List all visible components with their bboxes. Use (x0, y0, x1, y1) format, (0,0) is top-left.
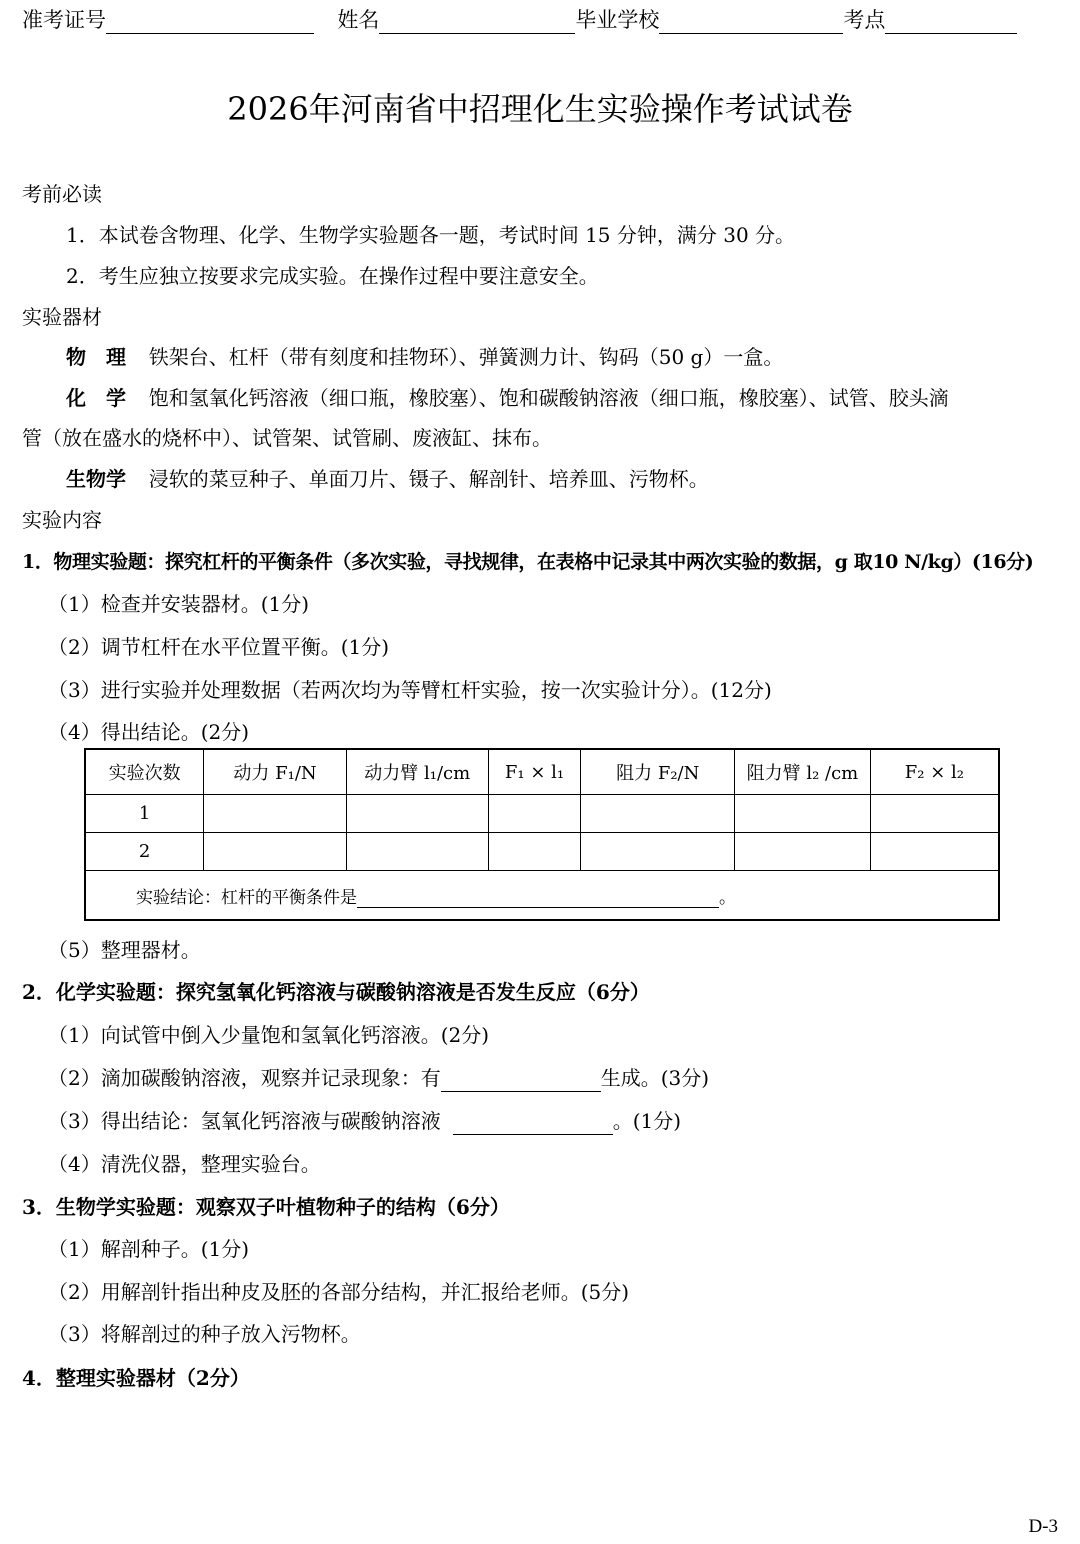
table-cell[interactable] (488, 795, 581, 833)
table-row (85, 795, 999, 833)
table-header: 阻力 F₂/N (581, 749, 735, 795)
table-header: 动力 F₁/N (204, 749, 347, 795)
conclusion-cell (85, 871, 999, 921)
site-blank[interactable] (885, 11, 1017, 34)
exam-id-blank[interactable] (106, 11, 314, 34)
conclusion-blank[interactable] (357, 887, 719, 908)
materials-heading: 实验器材 (22, 305, 102, 329)
chem-materials-line2: 管（放在盛水的烧杯中）、试管架、试管刷、废液缸、抹布。 (22, 426, 552, 450)
table-cell[interactable] (581, 833, 735, 871)
table-cell[interactable] (870, 795, 999, 833)
q2-title: 2．化学实验题：探究氢氧化钙溶液与碳酸钠溶液是否发生反应（6分） (22, 980, 650, 1004)
exam-header (22, 4, 1017, 34)
q3-step-1: （1）解剖种子。(1分) (48, 1237, 250, 1261)
prereq-item-1: 1．本试卷含物理、化学、生物学实验题各一题，考试时间 15 分钟，满分 30 分。 (66, 223, 796, 247)
q1-step-2: （2）调节杠杆在水平位置平衡。(1分) (48, 635, 390, 659)
q1-title: 1．物理实验题：探究杠杆的平衡条件（多次实验，寻找规律，在表格中记录其中两次实验的数据，g 取10 N/kg）(16分) (22, 551, 1034, 573)
table-cell[interactable] (346, 795, 488, 833)
q2-conclusion-blank[interactable] (453, 1114, 613, 1135)
table-cell[interactable] (581, 795, 735, 833)
row-number: 2 (85, 833, 204, 871)
row-number: 1 (85, 795, 204, 833)
exam-id-label: 准考证号 (22, 8, 106, 32)
table-cell[interactable] (488, 833, 581, 871)
q2-step-3-prefix: （3）得出结论：氢氧化钙溶液与碳酸钠溶液 (48, 1109, 441, 1133)
table-header: F₁ × l₁ (488, 749, 581, 795)
q2-step-4: （4）清洗仪器，整理实验台。 (48, 1152, 321, 1176)
bio-materials: 浸软的菜豆种子、单面刀片、镊子、解剖针、培养皿、污物杯。 (148, 467, 709, 491)
page-number: D-3 (1028, 1516, 1058, 1537)
q1-step-3: （3）进行实验并处理数据（若两次均为等臂杠杆实验，按一次实验计分）。(12分) (48, 678, 772, 702)
physics-label: 物 理 (66, 345, 126, 369)
table-header: F₂ × l₂ (870, 749, 999, 795)
conclusion-suffix: 。 (719, 887, 736, 908)
name-blank[interactable] (379, 11, 575, 34)
q3-step-2: （2）用解剖针指出种皮及胚的各部分结构，并汇报给老师。(5分) (48, 1280, 630, 1304)
q3-title: 3．生物学实验题：观察双子叶植物种子的结构（6分） (22, 1195, 510, 1219)
table-cell[interactable] (346, 833, 488, 871)
table-header: 实验次数 (85, 749, 204, 795)
q1-step-5: （5）整理器材。 (48, 938, 201, 962)
bio-label: 生物学 (66, 467, 126, 491)
table-cell[interactable] (204, 833, 347, 871)
school-label: 毕业学校 (575, 8, 660, 32)
q4-title: 4．整理实验器材（2分） (22, 1366, 250, 1390)
physics-materials: 铁架台、杠杆（带有刻度和挂物环）、弹簧测力计、钩码（50 g）一盒。 (148, 345, 784, 369)
school-blank[interactable] (659, 11, 843, 34)
conclusion-prefix: 实验结论：杠杆的平衡条件是 (136, 887, 357, 908)
name-label: 姓名 (337, 8, 380, 32)
site-label: 考点 (843, 8, 886, 32)
prereq-item-2: 2．考生应独立按要求完成实验。在操作过程中要注意安全。 (66, 264, 599, 288)
q1-step-1: （1）检查并安装器材。(1分) (48, 592, 310, 616)
table-row (85, 833, 999, 871)
table-header: 阻力臂 l₂ /cm (735, 749, 871, 795)
table-cell[interactable] (870, 833, 999, 871)
page-title: 2026年河南省中招理化生实验操作考试试卷 (227, 90, 853, 128)
q2-step-2-prefix: （2）滴加碳酸钠溶液，观察并记录现象：有 (48, 1066, 441, 1090)
prereq-heading: 考前必读 (22, 182, 102, 206)
q2-phenomenon-blank[interactable] (441, 1071, 601, 1092)
table-header: 动力臂 l₁/cm (346, 749, 488, 795)
q1-step-4: （4）得出结论。(2分) (48, 720, 250, 744)
table-cell[interactable] (735, 795, 871, 833)
q2-step-3-suffix: 。(1分) (612, 1109, 682, 1133)
table-cell[interactable] (735, 833, 871, 871)
q2-step-2-suffix: 生成。(3分) (600, 1066, 710, 1090)
table-cell[interactable] (204, 795, 347, 833)
q2-step-1: （1）向试管中倒入少量饱和氢氧化钙溶液。(2分) (48, 1023, 490, 1047)
q3-step-3: （3）将解剖过的种子放入污物杯。 (48, 1322, 361, 1346)
lever-data-table (84, 748, 1000, 921)
chem-materials-line1: 饱和氢氧化钙溶液（细口瓶，橡胶塞）、饱和碳酸钠溶液（细口瓶，橡胶塞）、试管、胶头滴 (148, 386, 949, 410)
content-heading: 实验内容 (22, 508, 102, 532)
chem-label: 化 学 (66, 386, 126, 410)
